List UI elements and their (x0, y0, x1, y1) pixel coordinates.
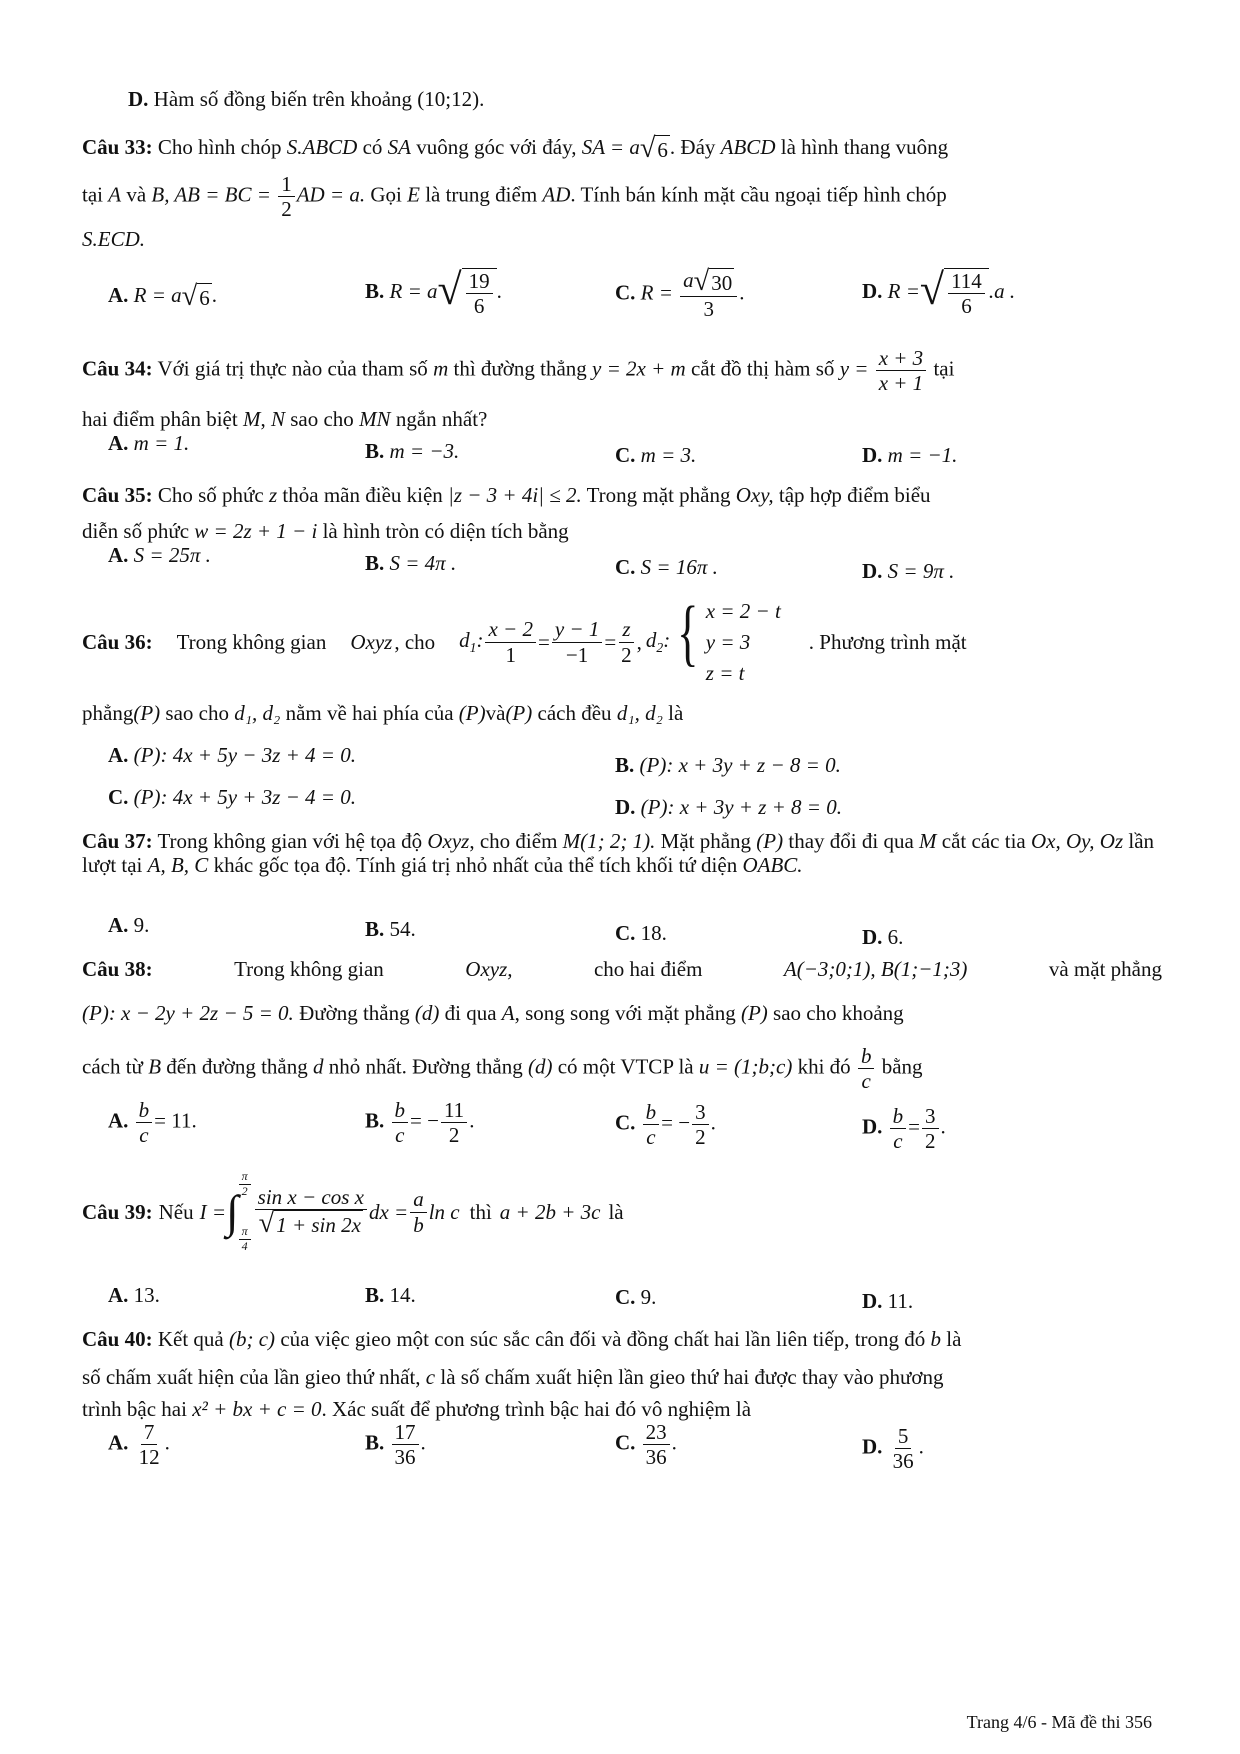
option-label: B. (365, 1283, 385, 1307)
q36-d2: d (645, 628, 657, 653)
option-text: 14. (389, 1283, 416, 1307)
option-label: D. (862, 559, 883, 583)
option-label: D. (862, 278, 883, 303)
q38-text: đi qua (444, 1001, 497, 1025)
q37-text: thay đổi đi qua (788, 829, 914, 853)
q40-c: c (425, 1365, 436, 1389)
q38-option-a[interactable]: A. $\frac{b}{c}$ = 11. (108, 1098, 197, 1148)
q33-option-a[interactable]: A. R = a √ 6 . (108, 281, 217, 313)
option-label: A. (108, 283, 129, 307)
q38-option-c[interactable]: C. $\frac{b}{c}$ = − $\frac{3}{2}$ . (615, 1100, 716, 1150)
option-text: m = 3. (640, 443, 697, 467)
q36-option-d[interactable] (615, 794, 842, 820)
q39-i-eq: I = (199, 1199, 227, 1224)
q36-system: { x = 2 − t y = 3 z = t (677, 592, 781, 685)
option-text: (P): x + 3y + z − 8 = 0. (639, 753, 841, 777)
question-34-label: Câu 34: (82, 356, 153, 381)
q35-text: diễn số phức (82, 519, 190, 543)
q35-condition: |z − 3 + 4i| ≤ 2. (448, 483, 582, 507)
option-text: R = (640, 280, 673, 305)
q40-text: số chấm xuất hiện của lần gieo thứ nhất, (82, 1365, 421, 1389)
page-footer: Trang 4/6 - Mã đề thi 356 (966, 1712, 1152, 1732)
option-label: A. (108, 913, 129, 937)
q39-integrand: sin x − cos x √ 1 + sin 2x (255, 1185, 367, 1239)
q34-m: m (433, 356, 449, 381)
question-36-line-2 (82, 700, 1162, 726)
q40-text: Kết quả (157, 1327, 224, 1351)
option-label: C. (108, 785, 129, 809)
q38-d-line: d (312, 1054, 324, 1079)
option-label: D. (862, 1289, 883, 1313)
q33-text: là trung điểm (425, 182, 538, 207)
q36-text: , cho (394, 629, 436, 654)
q38-plane-eq: (P): x − 2y + 2z − 5 = 0. (82, 1001, 294, 1025)
q33-e: E (407, 182, 420, 207)
q36-d1: d (459, 628, 470, 653)
question-39-label: Câu 39: (82, 1199, 153, 1224)
option-label: A. (108, 1283, 129, 1307)
q38-option-d[interactable]: D. $\frac{b}{c}$ = $\frac{3}{2}$ . (862, 1104, 946, 1154)
q33-a: A (108, 182, 122, 207)
option-label: B. (365, 1430, 385, 1455)
q38-b: B (148, 1054, 162, 1079)
q35-z: z (268, 483, 278, 507)
q33-option-c[interactable]: C. R = a √ 30 3 . (615, 266, 745, 322)
q34-option-b[interactable] (365, 438, 459, 464)
q37-rays: Ox, Oy, Oz (1030, 829, 1124, 853)
q35-w-eq: w = 2z + 1 − i (194, 519, 318, 543)
option-text: = 11. (154, 1108, 197, 1133)
q35-option-a[interactable] (108, 542, 211, 568)
q37-m: M (919, 829, 937, 853)
fraction-one-half: $\frac{1}{2}$ (278, 172, 295, 221)
q34-fraction: $\frac{x + 3}{x + 1}$ (876, 346, 927, 395)
q36-frac-2: $\frac{y - 1}{-1}$ (552, 617, 603, 666)
q33-pyramid: S.ABCD (286, 135, 358, 159)
option-text: S = 9π . (887, 559, 955, 583)
q37-option-b[interactable] (365, 916, 416, 942)
q36-option-c[interactable] (108, 784, 356, 810)
q33-text: Gọi (370, 182, 402, 207)
q33-text: vuông góc với đáy, (416, 135, 577, 159)
q38-oxyz: Oxyz, (465, 957, 513, 981)
q38-text: cho hai điểm (593, 957, 703, 981)
question-35-line-2 (82, 518, 569, 544)
q38-text: cách từ (82, 1054, 143, 1079)
option-label: C. (615, 443, 636, 467)
q40-b: b (930, 1327, 942, 1351)
option-text: S = 25π . (133, 543, 211, 567)
q40-bc: (b; c) (229, 1327, 276, 1351)
sqrt: √ 6 (181, 281, 210, 313)
q39-ln-c: ln c (428, 1199, 460, 1224)
q33-option-d[interactable] (862, 265, 1016, 319)
question-36-line-1: Câu 36: Trong không gian Oxyz , cho $d_1$: $\frac{x - 2}{1}$ = $\frac{y - 1}{-1}$ = $\frac{z}{2}$ , $d_2$: { x = 2 − t y = 3 z = t . Phương trình mặt (82, 592, 967, 685)
option-label: C. (615, 555, 636, 579)
q39-expression: a + 2b + 3c (499, 1199, 601, 1224)
q33-ad: AD (542, 182, 571, 207)
q38-plane: (P) (740, 1001, 768, 1025)
option-label: C. (615, 921, 636, 945)
q37-point-m: M(1; 2; 1). (562, 829, 656, 853)
option-label: B. (615, 753, 635, 777)
question-33-line-2 (82, 172, 1162, 221)
q40-text: của việc gieo một con súc sắc cân đối và đồng chất hai lần liên tiếp, trong đó (280, 1327, 926, 1351)
option-label: A. (108, 743, 129, 767)
q36-text: . Phương trình mặt (808, 629, 967, 654)
q33-ad-eq: AD = a. (296, 182, 366, 207)
q34-option-d[interactable] (862, 442, 957, 468)
option-label: B. (365, 551, 385, 575)
q36-text: cách đều (537, 701, 612, 725)
q40-option-c[interactable]: C. $\frac{23}{36}$ . (615, 1420, 677, 1470)
q36-text: nằm về hai phía của (285, 701, 454, 725)
q36-frac-1: $\frac{x - 2}{1}$ (485, 617, 536, 666)
q35-text: thỏa mãn điều kiện (282, 483, 443, 507)
option-label: C. (615, 1110, 636, 1135)
q40-option-a[interactable]: A. $\frac{7}{12}$ . (108, 1420, 170, 1470)
q33-sa-eq: SA = a (581, 135, 640, 159)
q34-y-eq: y = (839, 356, 869, 381)
q34-text: Với giá trị thực nào của tham số (157, 356, 428, 381)
q38-option-b[interactable]: B. $\frac{b}{c}$ = − $\frac{11}{2}$ . (365, 1098, 475, 1148)
option-label: C. (615, 1285, 636, 1309)
q37-text: các tia (971, 829, 1026, 853)
q39-frac-ab: $\frac{a}{b}$ (410, 1187, 427, 1236)
option-text: R = a (389, 278, 438, 303)
q39-option-d[interactable] (862, 1288, 913, 1314)
q37-option-d[interactable] (862, 924, 903, 950)
q39-text: là (608, 1199, 624, 1224)
q34-text: hai điểm phân biệt (82, 407, 238, 431)
q36-plane: (P) (505, 701, 533, 725)
q35-option-d[interactable] (862, 558, 954, 584)
sqrt-fraction: √ $\frac{19}{6}$ (438, 268, 497, 318)
option-text: (P): 4x + 5y + 3z − 4 = 0. (133, 785, 356, 809)
option-label: B. (365, 439, 385, 463)
option-text: (P): 4x + 5y − 3z + 4 = 0. (133, 743, 356, 767)
q40-text: là (946, 1327, 962, 1351)
q33-secd: S.ECD. (82, 227, 145, 251)
option-label: A. (108, 543, 129, 567)
q33-sa: SA (387, 135, 411, 159)
option-text: R = (887, 278, 920, 303)
q37-oxyz: Oxyz (427, 829, 470, 853)
question-35-label: Câu 35: (82, 483, 153, 507)
question-33-line-3 (82, 226, 145, 252)
q35-text: tập hợp điểm biểu (778, 483, 931, 507)
option-label: B. (365, 278, 385, 303)
q36-frac-3: $\frac{z}{2}$ (621, 617, 632, 667)
q40-equation: x² + bx + c = 0 (192, 1397, 322, 1421)
option-label: D. (128, 87, 149, 111)
q37-option-c[interactable] (615, 920, 667, 946)
q38-a: A (501, 1001, 515, 1025)
q39-option-b[interactable] (365, 1282, 416, 1308)
option-label: D. (615, 795, 636, 819)
q38-d: (d) (527, 1054, 553, 1079)
q35-text: Trong mặt phẳng (586, 483, 731, 507)
option-text: R = a (133, 283, 182, 307)
q35-text: Cho số phức (157, 483, 264, 507)
option-label: D. (862, 1114, 883, 1139)
q37-text: lần lượt tại (82, 829, 1155, 877)
q40-text: trình bậc hai (82, 1397, 187, 1421)
option-label: C. (615, 1430, 636, 1455)
q37-text: khác gốc tọa độ. Tính giá trị nhỏ nhất của thể tích khối tứ diện (213, 852, 738, 877)
q33-base: ABCD (720, 135, 776, 159)
option-text: 6. (887, 925, 904, 949)
q36-option-a[interactable] (108, 742, 356, 768)
q36-option-b[interactable] (615, 752, 841, 778)
q34-option-c[interactable] (615, 442, 696, 468)
q37-option-a[interactable] (108, 912, 149, 938)
q38-text: nhỏ nhất. Đường thẳng (328, 1054, 523, 1079)
option-text: 54. (389, 917, 416, 941)
option-text: Hàm số đồng biến trên khoảng (153, 87, 413, 111)
q37-text: Trong không gian với hệ tọa độ (157, 829, 423, 853)
q34-text: tại (933, 356, 955, 381)
q40-option-b[interactable]: B. $\frac{17}{36}$ . (365, 1420, 426, 1470)
option-label: B. (365, 1108, 385, 1133)
q38-text: khi đó (797, 1054, 851, 1079)
question-37-label: Câu 37: (82, 829, 153, 853)
option-text: 9. (640, 1285, 657, 1309)
q38-d: (d) (414, 1001, 440, 1025)
q38-text: sao cho khoảng (773, 1001, 904, 1025)
q35-oxy: Oxy, (735, 483, 774, 507)
q39-text: thì (469, 1199, 492, 1224)
q38-text: , song song với mặt phẳng (514, 1001, 736, 1025)
question-38-label: Câu 38: (82, 957, 153, 981)
q37-text: Mặt phẳng (660, 829, 752, 853)
q37-text: , cho điểm (469, 829, 558, 853)
q39-dx: dx = (368, 1199, 409, 1224)
q40-text: là số chấm xuất hiện lần gieo thứ hai được thay vào phương (440, 1365, 944, 1389)
question-35-line-1 (82, 482, 1162, 508)
option-text: (P): x + 3y + z + 8 = 0. (640, 795, 842, 819)
q36-plane: (P) (133, 701, 161, 725)
question-34-line-2: hai điểm phân biệt M, N sao cho MN ngắn nhất? (82, 407, 488, 431)
option-label: D. (862, 925, 883, 949)
q39-option-a[interactable] (108, 1282, 160, 1308)
question-38-line-1 (82, 956, 1162, 982)
q33-text: . Tính bán kính mặt cầu ngoại tiếp hình chóp (570, 182, 947, 207)
q36-text: phẳng (82, 701, 134, 725)
option-label: D. (862, 443, 883, 467)
sqrt-fraction: √ $\frac{114}{6}$ (920, 268, 989, 318)
question-33-line-1 (82, 134, 1162, 163)
option-label: D. (862, 1434, 883, 1459)
q37-oabc: OABC. (742, 852, 803, 877)
question-40-line-2 (82, 1364, 1162, 1390)
q33-text: có (362, 135, 383, 159)
question-38-line-3 (82, 1044, 1162, 1093)
q33-b-eq: B, AB = BC = (151, 182, 271, 207)
interval: (10;12) (417, 87, 480, 111)
question-37-text (82, 830, 1162, 877)
q34-option-a[interactable] (108, 430, 189, 456)
q33-text: . Đáy (669, 135, 716, 159)
q34-text: thì đường thẳng (453, 356, 587, 381)
question-33-label: Câu 33: (82, 135, 153, 159)
option-text: 11. (887, 1289, 914, 1313)
q37-plane: (P) (756, 829, 784, 853)
option-text: m = −1. (887, 443, 958, 467)
sqrt-6: √ 6 (639, 133, 668, 165)
q38-text: bằng (881, 1054, 923, 1079)
option-text: S = 4π . (389, 551, 457, 575)
option-label: A. (108, 1108, 129, 1133)
option-text: m = −3. (389, 439, 460, 463)
q33-option-b[interactable]: B. R = a √ $\frac{19}{6}$ . (365, 265, 502, 319)
q35-option-b[interactable] (365, 550, 456, 576)
q36-d1d2: d₁, d₂ (234, 701, 281, 725)
q36-text: sao cho (165, 701, 229, 725)
q38-text: Trong không gian (234, 957, 384, 981)
q34-m-point: M (242, 407, 261, 431)
q38-vector: u = (1;b;c) (698, 1054, 793, 1079)
option-text: 13. (133, 1283, 160, 1307)
q37-text: cắt (941, 829, 967, 853)
q40-option-d[interactable]: D. $\frac{5}{36}$ . (862, 1424, 924, 1474)
q36-text: và (485, 701, 506, 725)
q38-text: Đường thẳng (299, 1001, 410, 1025)
q37-points: A, B, C (147, 852, 209, 877)
prev-question-option-d: D. Hàm số đồng biến trên khoảng (10;12). (128, 87, 485, 111)
q38-frac-bc: $\frac{b}{c}$ (858, 1044, 875, 1093)
q36-text: Trong không gian (176, 629, 327, 654)
q40-text: . Xác suất để phương trình bậc hai đó vô nghiệm là (321, 1397, 752, 1421)
q36-plane: (P) (458, 701, 486, 725)
option-label: A. (108, 1430, 129, 1455)
fraction: a √ 30 3 (680, 268, 737, 322)
q39-option-c[interactable] (615, 1284, 656, 1310)
question-40-label: Câu 40: (82, 1327, 153, 1351)
q39-text: Nếu (158, 1199, 194, 1224)
option-label: A. (108, 431, 129, 455)
question-40-line-3 (82, 1396, 1162, 1422)
q38-text: đến đường thẳng (166, 1054, 308, 1079)
q35-text: là hình tròn có diện tích bằng (322, 519, 569, 543)
option-tail: .a . (988, 278, 1016, 303)
q33-text: là hình thang vuông (780, 135, 949, 159)
question-39-text (82, 1170, 624, 1254)
q34-text: cắt đồ thị hàm số (690, 356, 835, 381)
q36-text: là (668, 701, 684, 725)
question-38-line-2 (82, 1000, 1162, 1026)
question-34-line-1 (82, 346, 1162, 395)
q34-mn: MN (359, 407, 391, 431)
option-text: 9. (133, 913, 150, 937)
q34-text: ngắn nhất? (395, 407, 488, 431)
q34-text: sao cho (290, 407, 354, 431)
q38-points: A(−3;0;1), B(1;−1;3) (783, 957, 968, 981)
option-text: 18. (640, 921, 667, 945)
q36-d1d2: d₁, d₂ (616, 701, 663, 725)
q33-text: và (126, 182, 147, 207)
option-label: B. (365, 917, 385, 941)
q38-text: có một VTCP là (557, 1054, 694, 1079)
option-label: C. (615, 280, 636, 305)
q36-oxyz: Oxyz (350, 629, 393, 654)
q38-text: và mặt phẳng (1048, 957, 1162, 981)
integral-sign: ∫ $\frac{\pi}{2}$ $\frac{\pi}{4}$ (226, 1170, 253, 1254)
option-text: S = 16π . (640, 555, 718, 579)
question-36-label: Câu 36: (82, 629, 153, 654)
q35-option-c[interactable] (615, 554, 718, 580)
q33-text: tại (82, 182, 103, 207)
q33-text: Cho hình chóp (157, 135, 282, 159)
q34-line-eq: y = 2x + m (592, 356, 686, 381)
q34-n-point: N (270, 407, 285, 431)
option-text: m = 1. (133, 431, 190, 455)
question-40-line-1 (82, 1326, 1162, 1352)
